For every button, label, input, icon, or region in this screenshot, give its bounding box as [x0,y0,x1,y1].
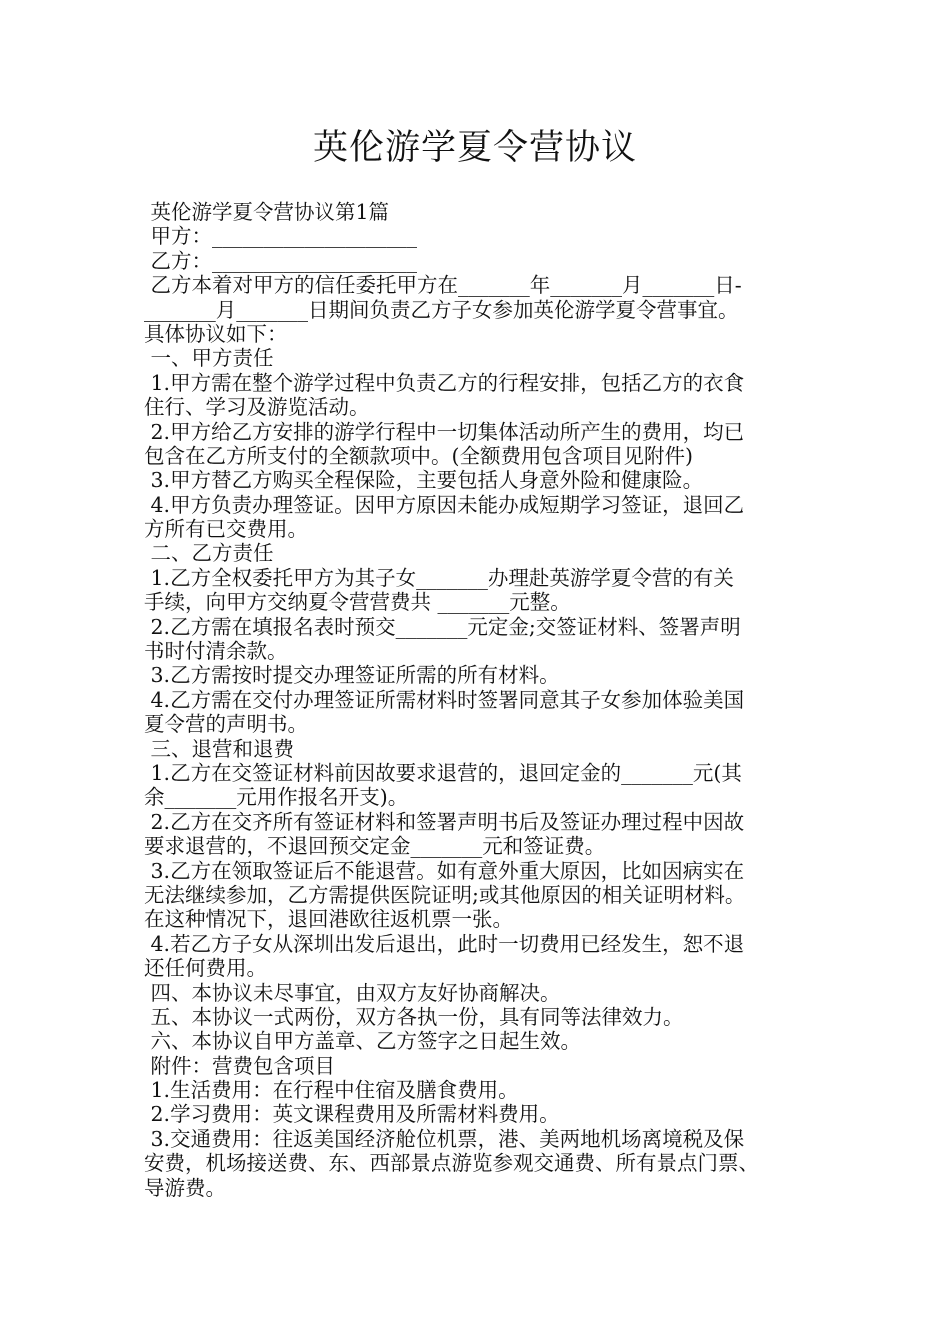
text-line: 具体协议如下： [144,321,288,346]
text-line: 导游费。 [144,1175,226,1200]
text-line: 4.若乙方子女从深圳出发后退出，此时一切费用已经发生，恕不退 [144,931,745,956]
text-line: 乙方本着对甲方的信任委托甲方在_______年_______月_______日- [144,273,742,298]
text-line: 四、本协议未尽事宜，由双方友好协商解决。 [144,980,561,1005]
text-line: 夏令营的声明书。 [144,712,308,737]
text-line: 4.甲方负责办理签证。因甲方原因未能办成短期学习签证，退回乙 [144,492,745,517]
document-title: 英伦游学夏令营协议 [312,128,637,168]
text-line: 3.乙方需按时提交办理签证所需的所有材料。 [144,663,560,688]
text-line: 2.学习费用：英文课程费用及所需材料费用。 [144,1102,560,1127]
text-line: 2.乙方需在填报名表时预交_______元定金;交签证材料、签署声明 [144,614,741,639]
text-line: 1.乙方在交签证材料前因故要求退营的，退回定金的_______元(其 [144,760,742,785]
text-line: 余_______元用作报名开支)。 [144,785,409,810]
text-line: 二、乙方责任 [144,541,274,566]
document-body [144,200,824,1200]
text-line: 1.甲方需在整个游学过程中负责乙方的行程安排，包括乙方的衣食 [144,370,745,395]
text-line: 书时付清余款。 [144,639,288,664]
text-line: 要求退营的，不退回预交定金_______元和签证费。 [144,834,606,859]
text-line: 三、退营和退费 [144,736,295,761]
text-line: 英伦游学夏令营协议第1篇 [144,200,390,224]
text-line: 无法继续参加，乙方需提供医院证明;或其他原因的相关证明材料。 [144,882,746,907]
text-line: 甲方：____________________ [144,224,418,249]
text-line: 五、本协议一式两份，双方各执一份，具有同等法律效力。 [144,1004,684,1029]
text-line: 住行、学习及游览活动。 [144,395,370,420]
text-line: 手续，向甲方交纳夏令营营费共 _______元整。 [144,590,571,615]
text-line: 包含在乙方所支付的全额款项中。(全额费用包含项目见附件) [144,443,693,468]
text-line: 1.乙方全权委托甲方为其子女_______办理赴英游学夏令营的有关 [144,565,734,590]
text-line: 1.生活费用：在行程中住宿及膳食费用。 [144,1078,519,1103]
text-line: 4.乙方需在交付办理签证所需材料时签署同意其子女参加体验美国 [144,687,745,712]
text-line: 附件：营费包含项目 [144,1053,336,1078]
text-line: 2.乙方在交齐所有签证材料和签署声明书后及签证办理过程中因故 [144,809,745,834]
text-line: _______月_______日期间负责乙方子女参加英伦游学夏令营事宜。 [144,297,739,322]
text-line: 2.甲方给乙方安排的游学行程中一切集体活动所产生的费用，均已 [144,419,745,444]
text-line: 3.甲方替乙方购买全程保险，主要包括人身意外险和健康险。 [144,468,704,493]
text-line: 3.乙方在领取签证后不能退营。如有意外重大原因，比如因病实在 [144,858,745,883]
text-line: 六、本协议自甲方盖章、乙方签字之日起生效。 [144,1029,582,1054]
text-line: 在这种情况下，退回港欧往返机票一张。 [144,907,513,932]
text-line: 还任何费用。 [144,956,267,981]
text-line: 乙方：____________________ [144,248,418,273]
text-line: 3.交通费用：往返美国经济舱位机票，港、美两地机场离境税及保 [144,1126,745,1151]
text-line: 方所有已交费用。 [144,517,308,542]
text-line: 一、甲方责任 [144,346,274,371]
text-line: 安费，机场接送费、东、西部景点游览参观交通费、所有景点门票、 [144,1151,759,1176]
